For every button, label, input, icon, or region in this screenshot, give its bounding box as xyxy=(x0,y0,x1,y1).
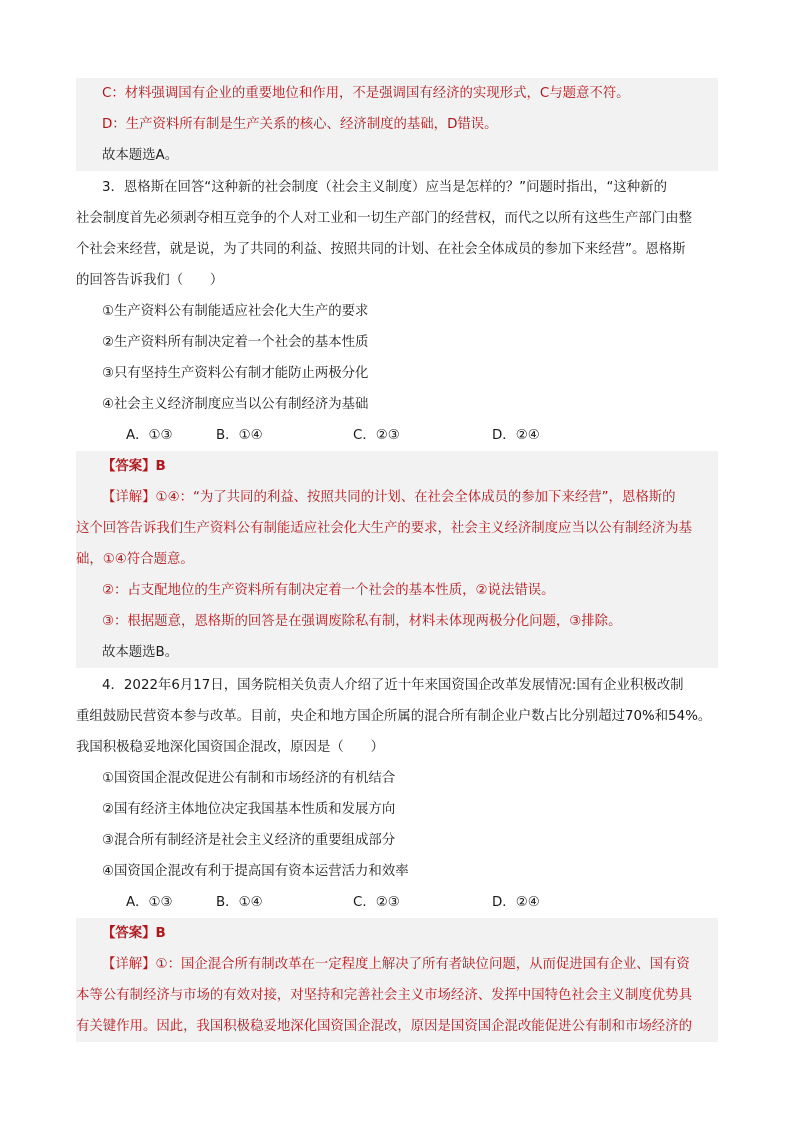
q4-stem-line-1: 4．2022年6月17日，国务院相关负责人介绍了近十年来国资国企改革发展情况:国有企业积极改制 xyxy=(102,678,684,693)
q3-detail-line-3: 础，①④符合题意。 xyxy=(76,544,718,575)
q4-stem-line-3: 我国积极稳妥地深化国资国企混改，原因是（ ） xyxy=(76,740,384,755)
q4-choice-b: B．①④ xyxy=(216,895,263,910)
q4-detail-line-1: 【详解】①：国企混合所有制改革在一定程度上解决了所有者缺位问题，从而促进国有企业、国有资 xyxy=(76,949,718,980)
q4-option-2: ②国有经济主体地位决定我国基本性质和发展方向 xyxy=(102,802,396,817)
q3-detail-line-2: 这个回答告诉我们生产资料公有制能适应社会化大生产的要求，社会主义经济制度应当以公有制经济为基 xyxy=(76,513,718,544)
q3-detail-line-4: ②：占支配地位的生产资料所有制决定着一个社会的基本性质，②说法错误。 xyxy=(76,575,718,606)
q4-detail-line-3: 有关键作用。因此，我国积极稳妥地深化国资国企混改，原因是国资国企混改能促进公有制和市场经济的 xyxy=(76,1011,718,1042)
q3-choices xyxy=(76,420,718,451)
q3-stem-line-4: 的回答告诉我们（ ） xyxy=(76,273,224,288)
q3-choice-b: B．①④ xyxy=(216,428,263,443)
q3-answer: 【答案】B xyxy=(76,451,718,482)
q4-option-3: ③混合所有制经济是社会主义经济的重要组成部分 xyxy=(102,833,396,848)
q4-answer: 【答案】B xyxy=(76,918,718,949)
q2-conclusion: 故本题选A。 xyxy=(76,140,718,171)
q3-detail-line-1: 【详解】①④：“为了共同的利益、按照共同的计划、在社会全体成员的参加下来经营”，恩格斯的 xyxy=(76,482,718,513)
q3-option-1: ①生产资料公有制能适应社会化大生产的要求 xyxy=(102,304,369,319)
q3-option-2: ②生产资料所有制决定着一个社会的基本性质 xyxy=(102,335,369,350)
q4-option-4: ④国资国企混改有利于提高国有资本运营活力和效率 xyxy=(102,864,409,879)
q2-explanation-c: C：材料强调国有企业的重要地位和作用，不是强调国有经济的实现形式，C与题意不符。 xyxy=(76,78,718,109)
q4-choice-a: A．①③ xyxy=(126,895,173,910)
q3-detail-line-5: ③：根据题意，恩格斯的回答是在强调废除私有制，材料未体现两极分化问题，③排除。 xyxy=(76,606,718,637)
q3-option-3: ③只有坚持生产资料公有制才能防止两极分化 xyxy=(102,366,369,381)
q2-explanation-d: D：生产资料所有制是生产关系的核心、经济制度的基础，D错误。 xyxy=(76,109,718,140)
q3-choice-c: C．②③ xyxy=(353,428,400,443)
q4-choices xyxy=(76,887,718,918)
q4-stem-line-2: 重组鼓励民营资本参与改革。目前，央企和地方国企所属的混合所有制企业户数占比分别超过70%和54%。 xyxy=(76,709,712,724)
q4-option-1: ①国资国企混改促进公有制和市场经济的有机结合 xyxy=(102,771,396,786)
q4-detail-line-2: 本等公有制经济与市场的有效对接，对坚持和完善社会主义市场经济、发挥中国特色社会主义制度优势具 xyxy=(76,980,718,1011)
q3-stem-line-2: 社会制度首先必须剥夺相互竞争的个人对工业和一切生产部门的经营权，而代之以所有这些生产部门由整 xyxy=(76,211,692,226)
q3-choice-a: A．①③ xyxy=(126,428,173,443)
q3-stem-line-3: 个社会来经营，就是说，为了共同的利益、按照共同的计划、在社会全体成员的参加下来经营”。恩格斯 xyxy=(76,242,686,257)
q4-choice-c: C．②③ xyxy=(353,895,400,910)
q3-conclusion: 故本题选B。 xyxy=(76,637,718,668)
q3-option-4: ④社会主义经济制度应当以公有制经济为基础 xyxy=(102,397,369,412)
q4-choice-d: D．②④ xyxy=(492,895,540,910)
q3-stem-line-1: 3．恩格斯在回答“这种新的社会制度（社会主义制度）应当是怎样的？”问题时指出，“这种新的 xyxy=(102,180,667,195)
q3-choice-d: D．②④ xyxy=(492,428,540,443)
